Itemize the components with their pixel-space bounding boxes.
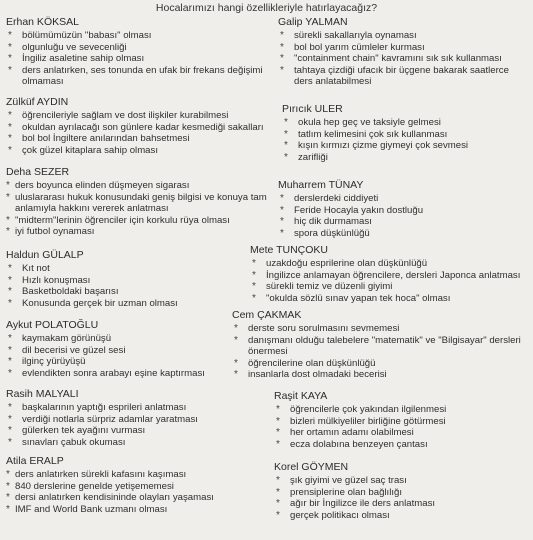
trait-item: * tahtaya çizdiği ufacık bir üçgene bakarak saatlerce ders anlatabilmesi bbox=[278, 65, 528, 88]
trait-item: * verdiği notlarla sürpriz adamlar yaratması bbox=[6, 414, 236, 426]
section-piricik-uler bbox=[282, 103, 528, 163]
trait-item: * dersi anlatırken kendisininde olayları yaşaması bbox=[6, 492, 236, 504]
trait-item: * "okulda sözlü sınav yapan tek hoca" olması bbox=[250, 293, 530, 305]
trait-item: * ecza dolabına benzeyen çantası bbox=[274, 439, 528, 451]
trait-item: * ilginç yürüyüşü bbox=[6, 356, 246, 368]
trait-item: * hiç dik durmaması bbox=[278, 216, 528, 228]
section-deha-sezer bbox=[6, 166, 276, 238]
trait-item: * sürekli temiz ve düzenli giyimi bbox=[250, 281, 530, 293]
section-erhan-koksal bbox=[6, 16, 276, 88]
trait-item: * Hızlı konuşması bbox=[6, 275, 226, 287]
teacher-name: Mete TUNÇOKU bbox=[250, 244, 328, 256]
trait-list bbox=[6, 402, 236, 448]
trait-item: * spora düşkünlüğü bbox=[278, 228, 528, 240]
trait-item: * ders anlatırken, ses tonunda en ufak bir frekans değişimi olmaması bbox=[6, 65, 276, 88]
trait-list bbox=[6, 180, 276, 238]
trait-item: * İngiliz asaletine sahip olması bbox=[6, 53, 276, 65]
teacher-name: Aykut POLATOĞLU bbox=[6, 319, 99, 331]
trait-item: * dil becerisi ve güzel sesi bbox=[6, 345, 246, 357]
trait-list bbox=[6, 30, 276, 88]
trait-list bbox=[278, 193, 528, 239]
teacher-name: Galip YALMAN bbox=[278, 16, 348, 28]
trait-item: * Kıt not bbox=[6, 263, 226, 275]
section-cem-cakmak bbox=[232, 309, 530, 381]
trait-item: * öğrencilerine olan düşkünlüğü bbox=[232, 358, 530, 370]
trait-item: * insanlarla dost olmadaki becerisi bbox=[232, 369, 530, 381]
trait-list bbox=[6, 263, 226, 309]
trait-item: * ağır bir İngilizce ile ders anlatması bbox=[274, 498, 528, 510]
trait-item: * ders boyunca elinden düşmeyen sigarası bbox=[6, 180, 276, 192]
trait-item: * iyi futbol oynaması bbox=[6, 226, 276, 238]
trait-item: * her ortamın adamı olabilmesi bbox=[274, 427, 528, 439]
trait-list bbox=[250, 258, 530, 304]
trait-item: * derslerdeki ciddiyeti bbox=[278, 193, 528, 205]
trait-item: * "midterm"lerinin öğrenciler için korkulu rüya olması bbox=[6, 215, 276, 227]
trait-list bbox=[282, 117, 528, 163]
trait-item: * okuldan ayrılacağı son günlere kadar kesmediği sakalları bbox=[6, 122, 278, 134]
teacher-name: Rasih MALYALI bbox=[6, 388, 79, 400]
trait-item: * tatlım kelimesini çok sık kullanması bbox=[282, 129, 528, 141]
teacher-name: Atila ERALP bbox=[6, 455, 64, 467]
section-rasit-kaya bbox=[274, 390, 528, 450]
trait-item: * "containment chain" kavramını sık sık kullanması bbox=[278, 53, 528, 65]
section-galip-yalman bbox=[278, 16, 528, 88]
trait-item: * derste soru sorulmasını sevmemesi bbox=[232, 323, 530, 335]
teacher-name: Zülküf AYDIN bbox=[6, 96, 69, 108]
trait-list bbox=[274, 475, 528, 521]
trait-item: * çok güzel kitaplara sahip olması bbox=[6, 145, 278, 157]
trait-item: * olgunluğu ve sevecenliği bbox=[6, 42, 276, 54]
section-muharrem-tunay bbox=[278, 179, 528, 239]
trait-item: * bol bol yarım cümleler kurması bbox=[278, 42, 528, 54]
teacher-name: Raşit KAYA bbox=[274, 390, 328, 402]
trait-list bbox=[6, 469, 236, 515]
section-rasih-malyali bbox=[6, 388, 236, 448]
trait-list bbox=[6, 110, 278, 156]
section-korel-goymen bbox=[274, 461, 528, 521]
trait-item: * İngilizce anlamayan öğrencilere, dersleri Japonca anlatması bbox=[250, 270, 530, 282]
trait-item: * öğrencilerle çok yakından ilgilenmesi bbox=[274, 404, 528, 416]
trait-list bbox=[6, 333, 246, 379]
trait-item: * IMF and World Bank uzmanı olması bbox=[6, 504, 236, 516]
trait-item: * evlendikten sonra arabayı eşine kaptırması bbox=[6, 368, 246, 380]
trait-item: * bizleri mülkiyeliler birliğine götürmesi bbox=[274, 416, 528, 428]
teacher-name: Deha SEZER bbox=[6, 166, 70, 178]
trait-item: * uluslararası hukuk konusundaki geniş bilgisi ve konuya tam anlamıyla hakkını vererek anlatması bbox=[6, 192, 276, 215]
trait-item: * başkalarının yaptığı esprileri anlatması bbox=[6, 402, 236, 414]
teacher-name: Muharrem TÜNAY bbox=[278, 179, 364, 191]
section-aykut-polatoglu bbox=[6, 319, 246, 379]
trait-item: * sürekli sakallarıyla oynaması bbox=[278, 30, 528, 42]
trait-item: * kaymakam görünüşü bbox=[6, 333, 246, 345]
section-zulkuf-aydin bbox=[6, 96, 278, 156]
trait-item: * Konusunda gerçek bir uzman olması bbox=[6, 298, 226, 310]
trait-item: * Basketboldaki başarısı bbox=[6, 286, 226, 298]
trait-item: * okula hep geç ve taksiyle gelmesi bbox=[282, 117, 528, 129]
trait-item: * öğrencileriyle sağlam ve dost ilişkiler kurabilmesi bbox=[6, 110, 278, 122]
trait-item: * kışın kırmızı çizme giymeyi çok sevmesi bbox=[282, 140, 528, 152]
teacher-name: Korel GÖYMEN bbox=[274, 461, 349, 473]
trait-list bbox=[274, 404, 528, 450]
teacher-name: Erhan KÖKSAL bbox=[6, 16, 79, 28]
teacher-name: Haldun GÜLALP bbox=[6, 249, 84, 261]
trait-item: * gerçek politikacı olması bbox=[274, 510, 528, 522]
trait-item: * şık giyimi ve güzel saç trası bbox=[274, 475, 528, 487]
teacher-name: Cem ÇAKMAK bbox=[232, 309, 302, 321]
page-title: Hocalarımızı hangi özellikleriyle hatırlayacağız? bbox=[155, 2, 378, 14]
section-haldun-gulalp bbox=[6, 249, 226, 309]
trait-item: * sınavları çabuk okuması bbox=[6, 437, 236, 449]
trait-item: * bol bol İngiltere anılarından bahsetmesi bbox=[6, 133, 278, 145]
teacher-name: Pırıcık ULER bbox=[282, 103, 343, 115]
trait-item: * 840 derslerine genelde yetişememesi bbox=[6, 481, 236, 493]
trait-item: * prensiplerine olan bağlılığı bbox=[274, 487, 528, 499]
trait-item: * ders anlatırken sürekli kafasını kaşıması bbox=[6, 469, 236, 481]
section-atila-eralp bbox=[6, 455, 236, 515]
trait-item: * bölümümüzün "babası" olması bbox=[6, 30, 276, 42]
trait-item: * danışmanı olduğu talebelere "matematik" ve "Bilgisayar" dersleri önermesi bbox=[232, 335, 530, 358]
trait-item: * uzakdoğu esprilerine olan düşkünlüğü bbox=[250, 258, 530, 270]
trait-item: * gülerken tek ayağını vurması bbox=[6, 425, 236, 437]
section-mete-tuncoku bbox=[250, 244, 530, 304]
trait-item: * zarifliği bbox=[282, 152, 528, 164]
trait-list bbox=[278, 30, 528, 88]
trait-item: * Feride Hocayla yakın dostluğu bbox=[278, 205, 528, 217]
trait-list bbox=[232, 323, 530, 381]
